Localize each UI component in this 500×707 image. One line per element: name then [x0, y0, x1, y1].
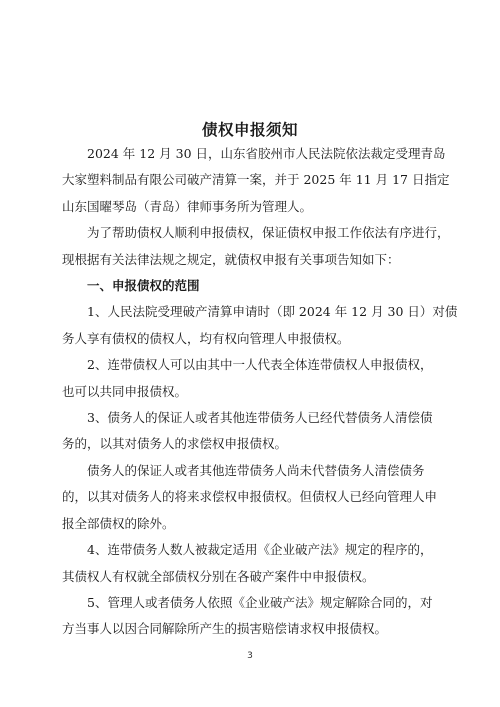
document-title: 债权申报须知: [201, 121, 298, 139]
text-line: 务人享有债权的债权人，均有权向管理人申报债权。: [62, 330, 350, 346]
text-line: 的，以其对债务人的将来求偿权申报债权。但债权人已经向管理人申: [62, 489, 438, 505]
text-line: 5、管理人或者债务人依照《企业破产法》规定解除合同的，对: [87, 594, 433, 610]
text-line: 现根据有关法律法规之规定，就债权申报有关事项告知如下：: [62, 251, 400, 267]
text-block: [62, 141, 458, 643]
text-line: 方当事人以因合同解除所产生的损害赔偿请求权申报债权。: [62, 621, 388, 637]
text-line: 1、人民法院受理破产清算申请时（即 2024 年 12 月 30 日）对债: [87, 304, 458, 320]
text-line: 4、连带债务人数人被裁定适用《企业破产法》规定的程序的，: [87, 542, 433, 558]
text-line: 山东国曜琴岛（青岛）律师事务所为管理人。: [62, 198, 313, 214]
text-line: 2、连带债权人可以由其中一人代表全体连带债权人申报债权，: [87, 357, 433, 373]
text-line: 为了帮助债权人顺利申报债权，保证债权申报工作依法有序进行，: [87, 225, 450, 241]
text-line: 大家塑料制品有限公司破产清算一案，并于 2025 年 11 月 17 日指定: [62, 172, 450, 188]
page-number: 3: [247, 651, 253, 661]
text-line: 3、债务人的保证人或者其他连带债务人已经代替债务人清偿债: [87, 410, 433, 426]
text-line: 务的，以其对债务人的求偿权申报债权。: [62, 436, 288, 452]
text-line: 2024 年 12 月 30 日，山东省胶州市人民法院依法裁定受理青岛: [87, 146, 446, 161]
text-line: 债务人的保证人或者其他连带债务人尚未代替债务人清偿债务: [87, 462, 425, 478]
section-heading: 一、申报债权的范围: [87, 278, 200, 294]
document-body: [62, 141, 458, 643]
text-line: 报全部债权的除外。: [62, 515, 175, 531]
text-line: 也可以共同申报债权。: [62, 383, 188, 399]
text-line: 其债权人有权就全部债权分别在各破产案件中申报债权。: [62, 568, 375, 584]
